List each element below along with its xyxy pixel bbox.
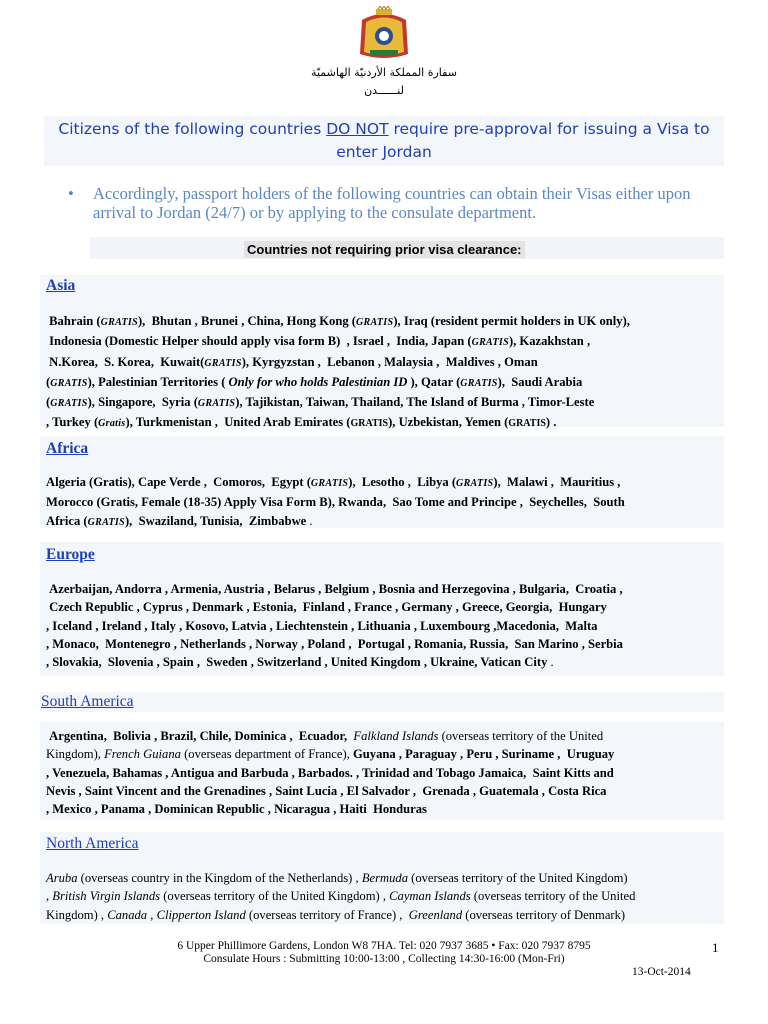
region-heading-africa: Africa — [46, 440, 89, 457]
title-emphasis: DO NOT — [326, 120, 389, 138]
south-america-country-list: Argentina, Bolivia , Brazil, Chile, Dominica , Ecuador, Falkland Islands (overseas territory of the United Kingdom), French Guiana (overseas department of France), Guyana , Paraguay , Peru , Suriname , Uruguay , Venezuela, Bahamas , Antigua and Barbuda , Barbados. , Trinidad and Tobago Jamaica, Saint Kitts and Nevis , Saint Vincent and the Grenadines , Saint Lucia , El Salvador , Grenada , Guatemala , Costa Rica , Mexico , Panama , Dominican Republic , Nicaragua , Haiti Honduras — [46, 729, 615, 817]
south-america-heading-band — [40, 692, 724, 712]
document-date: 13-Oct-2014 — [632, 966, 691, 978]
footer-address: 6 Upper Phillimore Gardens, London W8 7HA. Tel: 020 7937 3685 • Fax: 020 7937 8795 — [177, 940, 591, 952]
region-heading-europe: Europe — [46, 546, 95, 563]
region-heading-north-america: North America — [46, 835, 139, 852]
europe-country-list: Azerbaijan, Andorra , Armenia, Austria , Belarus , Belgium , Bosnia and Herzegovina , Bulgaria, Croatia , Czech Republic , Cyprus , Denmark , Estonia, Finland , France , Germany , Greece, Georgia, Hungary , Iceland , Ireland , Italy , Kosovo, Latvia , Liechtenstein , Lithuania , Luxembourg ,Macedonia, Malta , Monaco, Montenegro , Netherlands , Norway , Poland , Portugal , Romania, Russia, San Marino , Serbia , Slovakia, Slovenia , Spain , Sweden , Switzerland , United Kingdom , Ukraine, Vatican City . — [46, 582, 623, 670]
city-name-arabic: لنــــــدن — [364, 84, 404, 97]
north-america-country-list: Aruba (overseas country in the Kingdom of the Netherlands) , Bermuda (overseas territory of the United Kingdom) , British Virgin Islands (overseas territory of the United Kingdom) , Cayman Islands (overseas territory of the United Kingdom) , Canada , Clipperton Island (overseas territory of France) , Greenland (overseas territory of Denmark) — [46, 871, 636, 922]
asia-country-list: Bahrain (GRATIS), Bhutan , Brunei , China, Hong Kong (GRATIS), Iraq (resident permit holders in UK only), Indonesia (Domestic Helper should apply visa form B) , Israel , India, Japan (GRATIS), Kazakhstan , N.Korea, S. Korea, Kuwait(GRATIS), Kyrgyzstan , Lebanon , Malaysia , Maldives , Oman (GRATIS), Palestinian Territories ( Only for who holds Palestinian ID ), Qatar (GRATIS), Saudi Arabia (GRATIS), Singapore, Syria (GRATIS), Tajikistan, Taiwan, Thailand, The Island of Burma , Timor-Leste , Turkey (Gratis), Turkmenistan , United Arab Emirates (GRATIS), Uzbekistan, Yemen (GRATIS) . — [46, 314, 630, 430]
jordan-crest-icon — [352, 6, 416, 64]
page-number: 1 — [712, 940, 719, 955]
footer-hours: Consulate Hours : Submitting 10:00-13:00 , Collecting 14:30-16:00 (Mon-Fri) — [203, 953, 565, 965]
bullet-dot-icon: • — [68, 184, 74, 203]
region-heading-asia: Asia — [46, 277, 76, 294]
embassy-name-arabic: سفارة المملكة الأردنيّة الهاشميّة — [311, 66, 457, 79]
page-title: Citizens of the following countries DO NOT require pre-approval for issuing a Visa to enter Jordan — [58, 120, 710, 161]
subheading: Countries not requiring prior visa clearance: — [244, 241, 525, 258]
africa-country-list: Algeria (Gratis), Cape Verde , Comoros, Egypt (GRATIS), Lesotho , Libya (GRATIS), Malawi , Mauritius , Morocco (Gratis, Female (18-35) Apply Visa Form B), Rwanda, Sao Tome and Principe , Seychelles, South Africa (GRATIS), Swaziland, Tunisia, Zimbabwe . — [46, 475, 625, 528]
region-heading-south-america: South America — [41, 693, 134, 710]
